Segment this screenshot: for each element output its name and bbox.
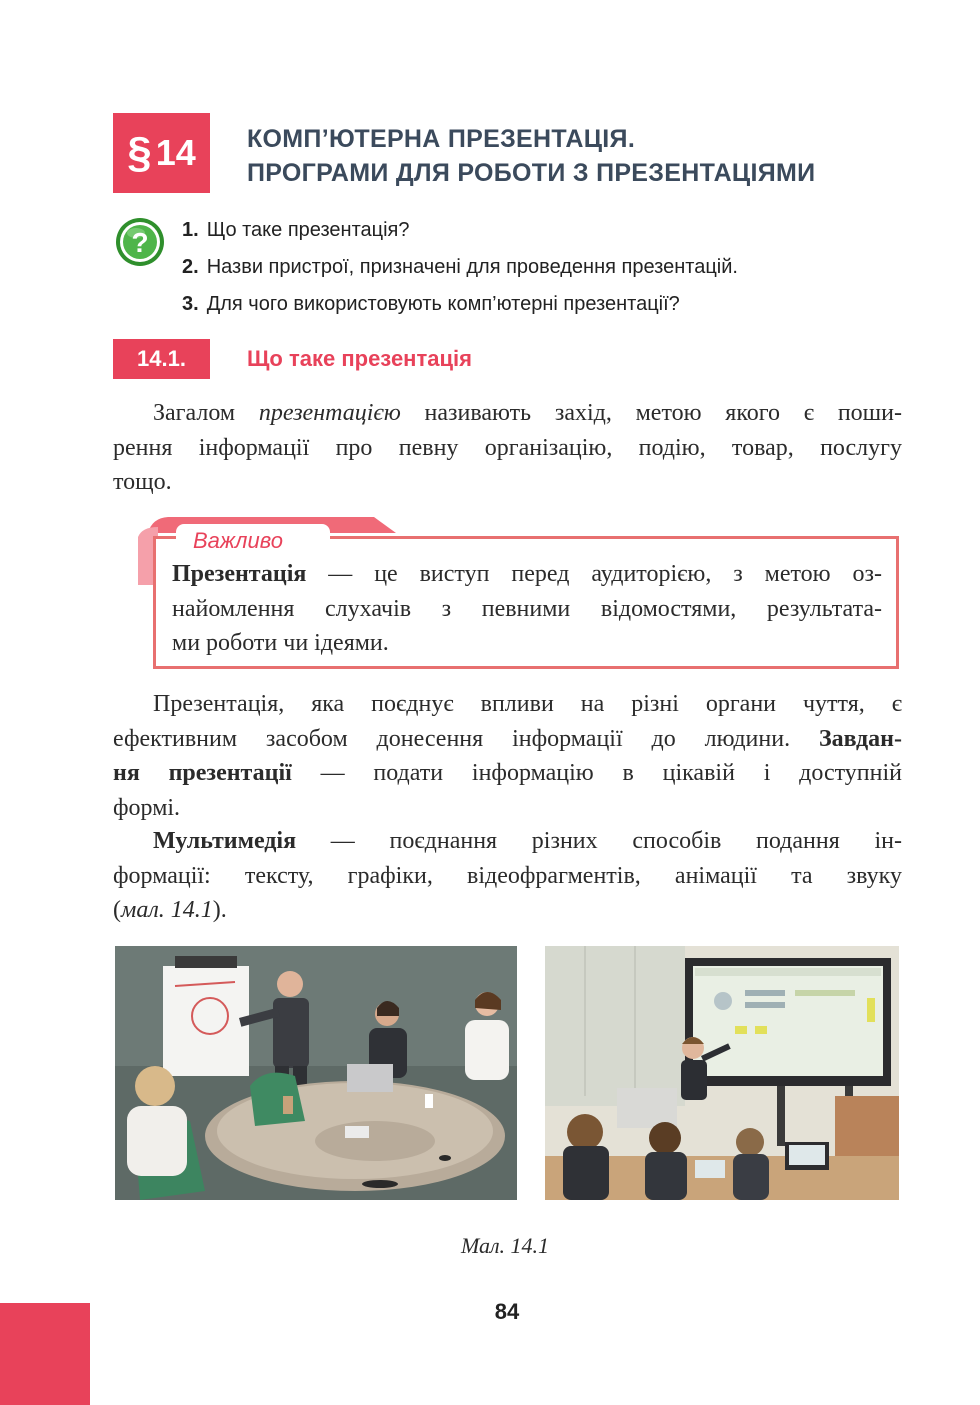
page-corner-marker [0, 1303, 90, 1405]
section-number: 14 [155, 132, 196, 173]
svg-text:?: ? [131, 227, 149, 258]
important-term: Презентація [172, 561, 307, 587]
text-bold: Завдан- [819, 725, 902, 752]
paragraph-intro [113, 396, 902, 500]
text-emphasis: презентацією [258, 400, 401, 426]
text-run: — поєднання різних способів подання ін- [296, 828, 902, 854]
paragraph-tasks [113, 687, 902, 825]
important-text [172, 557, 882, 661]
important-line: найомлення слухачів з певними відомостями, результата- [172, 595, 882, 622]
paragraph-line: Презентація, яка поєднує впливи на різні органи чуття, є [153, 691, 902, 717]
text-run: — подати інформацію в цікавій і доступній [291, 760, 903, 786]
text-run: ( [113, 897, 121, 923]
text-run: називають захід, метою якого є поши- [400, 400, 902, 426]
section-title [247, 122, 927, 190]
question-item [182, 252, 738, 289]
question-text: Що таке презентація? [206, 219, 410, 241]
question-mark-icon [115, 217, 165, 267]
photo-classroom-interactive-board [545, 946, 899, 1200]
question-item [182, 289, 738, 326]
paragraph-line [113, 396, 902, 431]
subsection-badge: 14.1. [113, 339, 210, 379]
important-line [172, 557, 882, 592]
text-run: ефективним засобом донесення інформації до людини. [113, 725, 819, 752]
paragraph-line: формації: тексту, графіки, відеофрагментів, анімації та звуку [113, 862, 902, 889]
question-text: Назви пристрої, призначені для проведення презентацій. [206, 256, 738, 278]
text-run: Загалом [153, 400, 259, 426]
paragraph-line [113, 756, 902, 791]
paragraph-line [113, 824, 902, 859]
figure-caption: Мал. 14.1 [460, 1233, 550, 1258]
text-run: ). [212, 897, 227, 923]
text-run: — це виступ перед аудиторією, з метою оз- [306, 561, 882, 587]
paragraph-line [113, 722, 902, 757]
section-title-line1: КОМП’ЮТЕРНА ПРЕЗЕНТАЦІЯ. [247, 125, 636, 153]
important-line: ми роботи чи ідеями. [172, 630, 389, 656]
text-bold: Мультимедія [153, 828, 297, 854]
question-text: Для чого використовують комп’ютерні презентації? [206, 293, 680, 315]
text-emphasis: мал. 14.1 [121, 897, 213, 923]
questions-list [182, 215, 738, 326]
question-number: 3. [182, 293, 199, 315]
paragraph-line [113, 893, 902, 928]
section-title-line2: ПРОГРАМИ ДЛЯ РОБОТИ З ПРЕЗЕНТАЦІЯМИ [247, 159, 816, 187]
section-symbol: § [127, 128, 152, 177]
text-bold: ня презентації [113, 760, 292, 786]
paragraph-line: рення інформації про певну організацію, подію, товар, послугу [113, 434, 902, 461]
subsection-title: Що таке презентація [247, 346, 472, 371]
paragraph-line: тощо. [113, 469, 172, 495]
photo-business-meeting [115, 946, 517, 1200]
question-item [182, 215, 738, 252]
question-number: 1. [182, 219, 199, 241]
page-number: 84 [494, 1299, 520, 1324]
important-label: Важливо [176, 524, 330, 556]
section-badge [113, 113, 210, 193]
paragraph-line: формі. [113, 794, 181, 821]
question-number: 2. [182, 256, 199, 278]
paragraph-multimedia [113, 824, 902, 928]
